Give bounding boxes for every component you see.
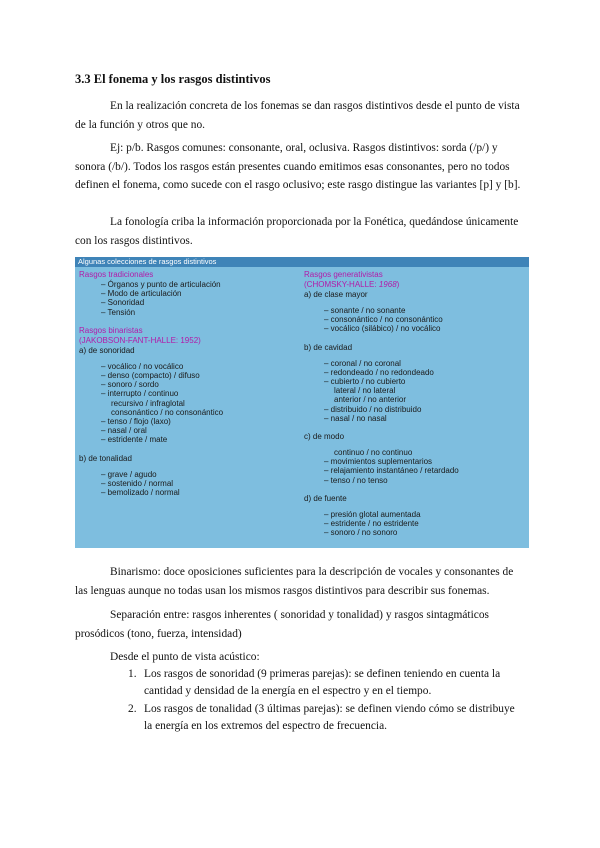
list-item: – tenso / flojo (laxo) — [101, 417, 171, 427]
list-item: – bemolizado / normal — [101, 488, 180, 498]
cavity-list — [304, 359, 526, 423]
list-item: continuo / no continuo — [334, 448, 413, 458]
list-item: – presión glotal aumentada — [324, 509, 421, 519]
list-item: – Sonoridad — [101, 298, 145, 308]
list-item: – sonante / no sonante — [324, 306, 406, 315]
list-item: – grave / agudo — [101, 469, 157, 479]
tonality-features-list — [79, 470, 299, 498]
authors-suffix: ) — [396, 280, 400, 289]
acoustic-list — [75, 666, 525, 736]
paragraph-separation: Separación entre: rasgos inherentes ( sonoridad y tonalidad) y rasgos sintagmáticos prosódicos (tono, fuerza, intensidad) — [75, 609, 489, 640]
list-item: – coronal / no coronal — [324, 358, 401, 368]
list-item — [75, 701, 525, 734]
paragraph-phonology: La fonología criba la información proporcionada por la Fonética, quedándose únicamente con los rasgos distintivos. — [75, 216, 519, 247]
list-item: – sonoro / no sonoro — [324, 528, 398, 538]
generative-features-title: Rasgos generativistas — [304, 270, 383, 279]
list-item: – vocálico (silábico) / no vocálico — [324, 324, 441, 334]
manner-list — [304, 448, 526, 485]
section-heading: 3.3 El fonema y los rasgos distintivos — [75, 72, 271, 86]
list-item: – interrupto / continuo — [101, 389, 179, 399]
tonality-label: b) de tonalidad — [79, 453, 132, 463]
binary-features-authors: (JAKOBSON-FANT-HALLE: 1952) — [79, 335, 201, 345]
list-item — [75, 666, 525, 699]
list-item: – distribuido / no distribuido — [324, 404, 422, 414]
list-item: – estridente / mate — [101, 435, 168, 445]
list-item: – cubierto / no cubierto — [324, 377, 406, 387]
paragraph-example: Ej: p/b. Rasgos comunes: consonante, oral, oclusiva. Rasgos distintivos: sorda (/p/) y sonora (/b/). Todos los rasgos están presentes cuando emitimos esas consonantes, pero no todos definen el fonema, como sucede con el rasgo oclusivo; este rasgo distingue las variantes [p] y [b]. — [75, 142, 521, 191]
figure-left-column — [79, 270, 299, 497]
list-item: – Tensión — [101, 307, 136, 317]
list-item: – nasal / oral — [101, 426, 147, 436]
list-item: – tenso / no tenso — [324, 475, 388, 485]
list-item: – Modo de articulación — [101, 289, 182, 299]
distinctive-features-figure — [75, 257, 529, 548]
list-item: – denso (compacto) / difuso — [101, 371, 200, 381]
list-item: – sonoro / sordo — [101, 380, 159, 390]
list-item: – redondeado / no redondeado — [324, 367, 434, 377]
binary-features-title: Rasgos binaristas — [79, 325, 143, 335]
list-number: 1. — [128, 668, 137, 680]
major-class-label: a) de clase mayor — [304, 290, 368, 299]
list-number: 2. — [128, 703, 137, 715]
paragraph-binarism: Binarismo: doce oposiciones suficientes para la descripción de vocales y consonantes de las lenguas aunque no todas usan los mismos rasgos distintivos para describir sus fonemas. — [75, 566, 514, 597]
list-item: – relajamiento instantáneo / retardado — [324, 466, 459, 476]
authors-year: 1968 — [378, 280, 397, 289]
list-item: – nasal / no nasal — [324, 413, 387, 423]
traditional-features-list — [79, 280, 299, 317]
list-item: – movimientos suplementarios — [324, 457, 433, 467]
source-list — [304, 510, 526, 538]
list-item: anterior / no anterior — [334, 395, 407, 405]
major-class-list — [304, 306, 526, 334]
list-item: consonántico / no consonántico — [111, 407, 224, 417]
list-item: recursivo / infraglotal — [111, 398, 185, 408]
list-item: lateral / no lateral — [334, 386, 396, 396]
cavity-label: b) de cavidad — [304, 342, 353, 352]
authors-prefix: (CHOMSKY-HALLE: — [304, 280, 379, 289]
paragraph-acoustic: Desde el punto de vista acústico: — [110, 651, 260, 663]
sonority-label: a) de sonoridad — [79, 345, 135, 355]
paragraph-intro: En la realización concreta de los fonemas se dan rasgos distintivos desde el punto de vista de la función y otros que no. — [75, 100, 520, 131]
list-item: – Órganos y punto de articulación — [101, 280, 221, 289]
manner-label: c) de modo — [304, 432, 345, 442]
list-item: – vocálico / no vocálico — [101, 361, 184, 371]
source-label: d) de fuente — [304, 493, 347, 503]
list-text: Los rasgos de tonalidad (3 últimas parejas): se definen viendo cómo se distribuye la energía en los extremos del espectro de frecuencia. — [144, 703, 515, 732]
figure-title: Algunas colecciones de rasgos distintivos — [75, 257, 529, 267]
sonority-features-list — [79, 362, 299, 445]
figure-right-column — [304, 270, 526, 537]
list-item: – estridente / no estridente — [324, 519, 419, 529]
list-text: Los rasgos de sonoridad (9 primeras parejas): se definen teniendo en cuenta la cantidad y densidad de la energía en el espectro y en el tiempo. — [144, 668, 501, 697]
generative-features-authors — [304, 280, 526, 290]
list-item: – sostenido / normal — [101, 478, 174, 488]
list-item: – consonántico / no consonántico — [324, 315, 443, 325]
traditional-features-title: Rasgos tradicionales — [79, 270, 154, 279]
